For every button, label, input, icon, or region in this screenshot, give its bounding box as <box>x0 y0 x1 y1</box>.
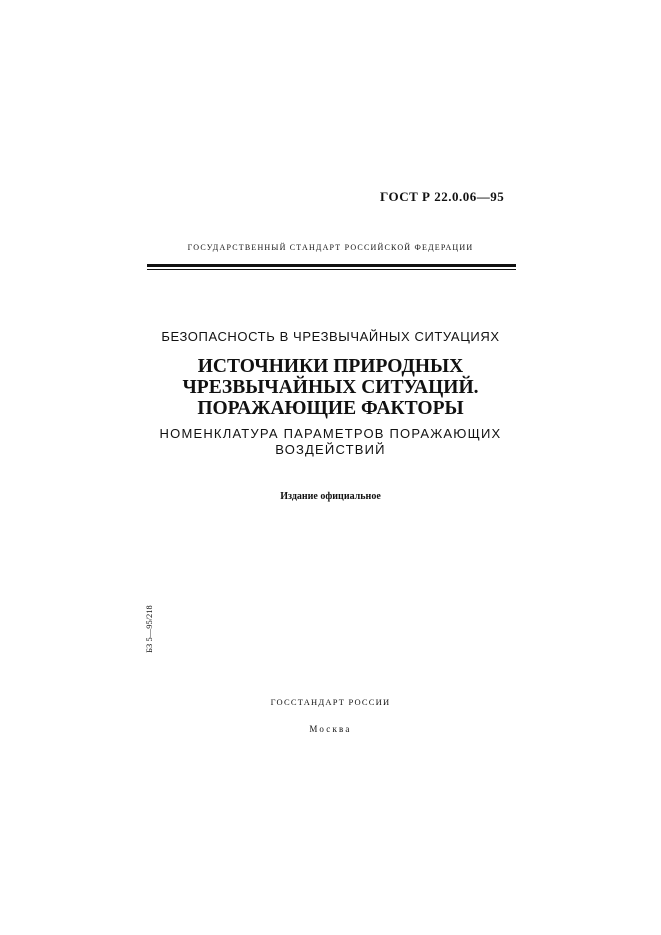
publication-city: Москва <box>309 724 352 734</box>
state-standard-heading: ГОСУДАРСТВЕННЫЙ СТАНДАРТ РОССИЙСКОЙ ФЕДЕРАЦИИ <box>187 243 474 252</box>
side-code: БЗ 5—95/218 <box>144 605 154 653</box>
main-title-line: ЧРЕЗВЫЧАЙНЫХ СИТУАЦИЙ. <box>182 377 479 398</box>
subtitle <box>0 426 661 458</box>
side-code-container <box>144 597 154 661</box>
edition-label: Издание официальное <box>280 491 381 502</box>
subtitle-line: НОМЕНКЛАТУРА ПАРАМЕТРОВ ПОРАЖАЮЩИХ <box>159 426 502 441</box>
group-title: БЕЗОПАСНОСТЬ В ЧРЕЗВЫЧАЙНЫХ СИТУАЦИЯХ <box>161 329 500 344</box>
subtitle-line: ВОЗДЕЙСТВИЙ <box>275 442 386 457</box>
publisher: ГОССТАНДАРТ РОССИИ <box>270 697 391 707</box>
header-rule <box>147 264 516 267</box>
main-title <box>0 356 661 419</box>
main-title-line: ИСТОЧНИКИ ПРИРОДНЫХ <box>197 356 464 377</box>
main-title-line: ПОРАЖАЮЩИЕ ФАКТОРЫ <box>197 398 464 419</box>
gost-number: ГОСТ Р 22.0.06—95 <box>380 189 505 204</box>
header-rule-thin <box>147 269 516 270</box>
